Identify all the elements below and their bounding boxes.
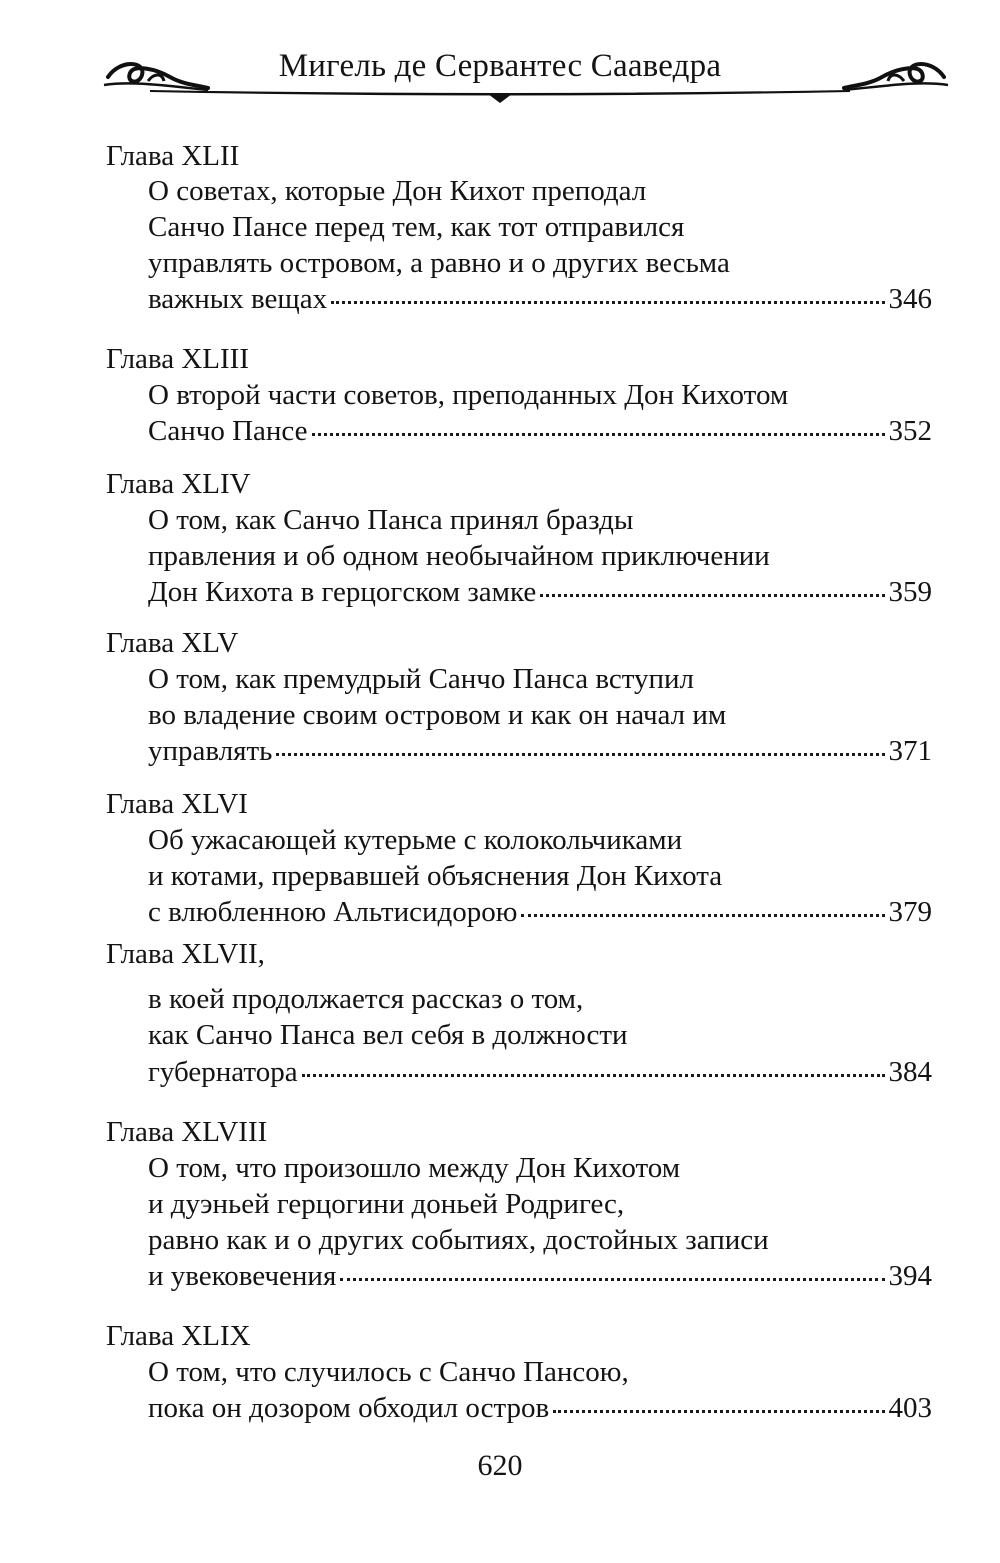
- chapter-title-line: Об ужасающей кутерьме с колокольчиками: [148, 824, 683, 856]
- chapter-heading: Глава XLVIII: [106, 1116, 268, 1148]
- toc-entry-link[interactable]: [148, 281, 932, 317]
- dot-leader: [553, 1410, 884, 1413]
- header-title: Мигель де Сервантес Сааведра: [278, 48, 722, 84]
- chapter-heading: Глава XLIX: [106, 1320, 251, 1352]
- toc-entry-link[interactable]: [148, 733, 932, 769]
- chapter-title-line: Дон Кихота в герцогском замке: [148, 576, 537, 608]
- page-reference: 359: [888, 576, 932, 608]
- toc-entry-link[interactable]: [148, 1258, 932, 1294]
- page-reference: 346: [888, 283, 932, 315]
- chapter-title-line: Санчо Пансе: [148, 415, 308, 447]
- chapter-title-line: О том, что случилось с Санчо Пансою,: [148, 1356, 629, 1388]
- chapter-heading: Глава XLV: [106, 627, 239, 659]
- chapter-title-line: равно как и о других событиях, достойных записи: [148, 1224, 769, 1256]
- page-reference: 384: [888, 1056, 932, 1088]
- toc-entry-link[interactable]: [148, 1054, 932, 1090]
- chapter-title-line: О второй части советов, преподанных Дон Кихотом: [148, 379, 789, 411]
- page-reference: 403: [888, 1392, 932, 1424]
- chapter-heading: Глава XLIV: [106, 468, 251, 500]
- chapter-title-line: правления и об одном необычайном приключении: [148, 540, 770, 572]
- page-number: 620: [477, 1449, 523, 1482]
- chapter-title-line: губернатора: [148, 1056, 298, 1088]
- chapter-title-line: как Санчо Панса вел себя в должности: [148, 1019, 628, 1051]
- chapter-title-line: пока он дозором обходил остров: [148, 1392, 550, 1424]
- dot-leader: [521, 914, 884, 917]
- chapter-title-line: и увековечения: [148, 1260, 337, 1292]
- chapter-title-line: во владение своим островом и как он начал им: [148, 699, 727, 731]
- chapter-title-line: О том, что произошло между Дон Кихотом: [148, 1152, 681, 1184]
- dot-leader: [276, 753, 884, 756]
- chapter-heading: Глава XLII: [106, 140, 240, 172]
- toc-entry-link[interactable]: [148, 574, 932, 610]
- chapter-title-line: Санчо Пансе перед тем, как тот отправился: [148, 211, 685, 243]
- dot-leader: [340, 1278, 884, 1281]
- chapter-title-line: с влюбленною Альтисидорою: [148, 896, 518, 928]
- chapter-title-line: и дуэньей герцогини доньей Родригес,: [148, 1188, 625, 1220]
- toc-entry-link[interactable]: [148, 894, 932, 930]
- dot-leader: [540, 594, 884, 597]
- dot-leader: [302, 1074, 885, 1077]
- chapter-heading: Глава XLVI: [106, 788, 248, 820]
- dot-leader: [331, 301, 884, 304]
- chapter-title-line: важных вещах: [148, 283, 328, 315]
- chapter-heading: Глава XLVII,: [106, 938, 265, 970]
- toc-entry-link[interactable]: [148, 413, 932, 449]
- chapter-title-line: О том, как премудрый Санчо Панса вступил: [148, 663, 695, 695]
- chapter-title-line: управлять: [148, 735, 273, 767]
- dot-leader: [312, 433, 885, 436]
- chapter-title-line: О советах, которые Дон Кихот преподал: [148, 175, 647, 207]
- page-reference: 371: [888, 735, 932, 767]
- page-reference: 394: [888, 1260, 932, 1292]
- chapter-title-line: и котами, прервавшей объяснения Дон Кихота: [148, 860, 723, 892]
- toc-entry-link[interactable]: [148, 1390, 932, 1426]
- chapter-title-line: в коей продолжается рассказ о том,: [148, 983, 584, 1015]
- chapter-title-line: управлять островом, а равно и о других весьма: [148, 247, 730, 279]
- page-reference: 352: [888, 415, 932, 447]
- chapter-title-line: О том, как Санчо Панса принял бразды: [148, 504, 634, 536]
- page-reference: 379: [888, 896, 932, 928]
- chapter-heading: Глава XLIII: [106, 343, 249, 375]
